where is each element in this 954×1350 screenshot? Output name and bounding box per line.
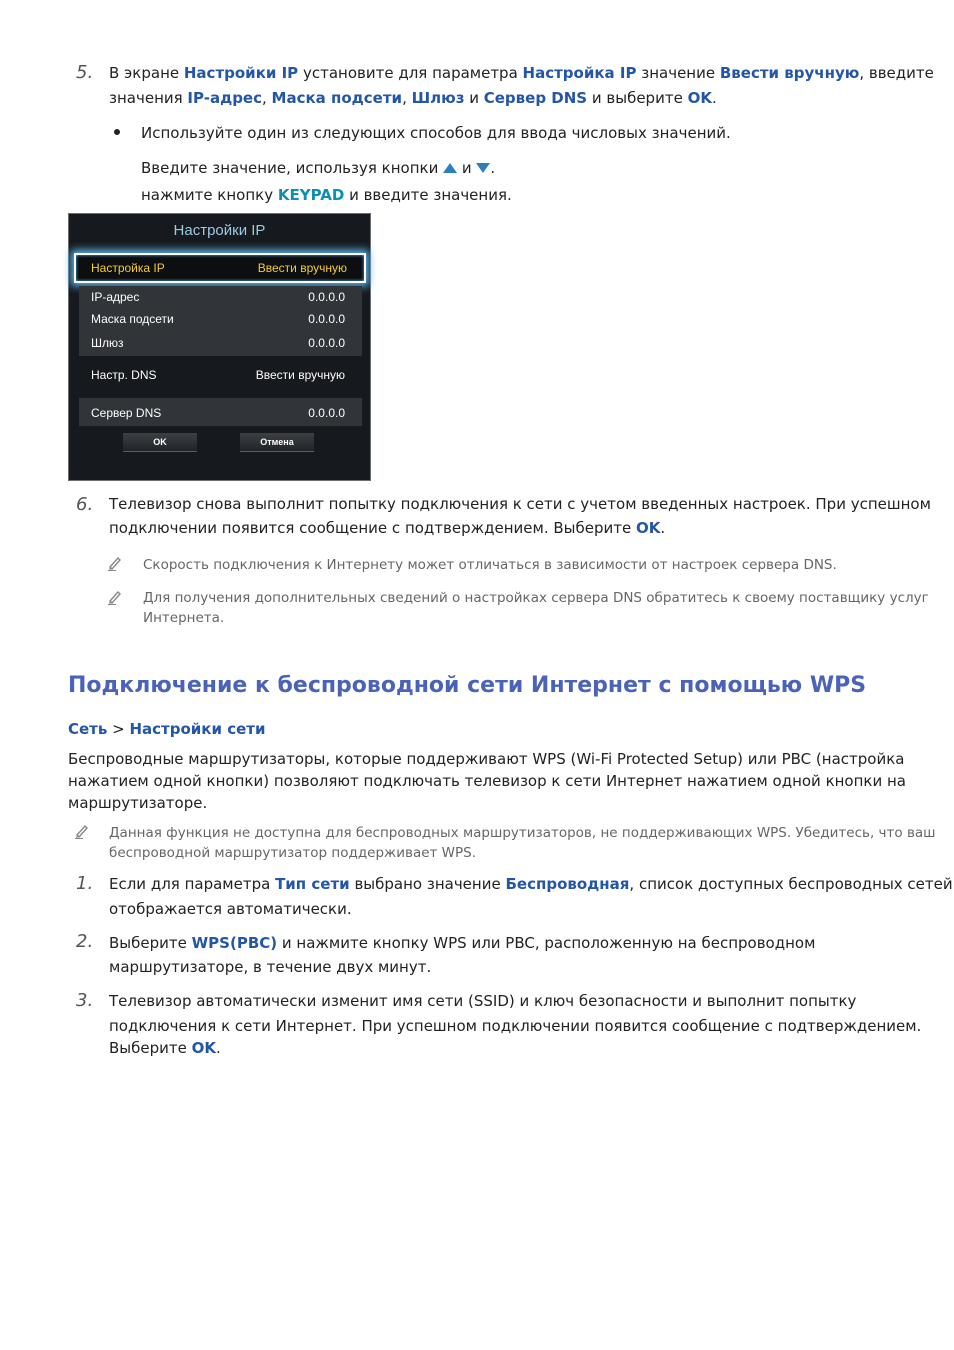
- step2-line2: маршрутизаторе, в течение двух минут.: [109, 958, 432, 976]
- tv-row-label: IP-адрес: [91, 290, 140, 304]
- text: и введите значения.: [344, 186, 512, 204]
- step3-line3: [109, 1036, 221, 1060]
- text: .: [216, 1039, 221, 1057]
- tv-row-label: Настройка IP: [91, 261, 165, 275]
- keyword: Ввести вручную: [719, 64, 860, 82]
- text: выбрано значение: [349, 875, 506, 893]
- step-number: 2.: [76, 931, 94, 952]
- text: Если для параметра: [109, 875, 276, 893]
- note-text: Скорость подключения к Интернету может отличаться в зависимости от настроек сервера DNS.: [143, 557, 837, 573]
- keyword: IP-адрес: [187, 89, 262, 107]
- step3-line1: Телевизор автоматически изменит имя сети (SSID) и ключ безопасности и выполнит попытку: [109, 992, 857, 1010]
- keyword: Маска подсети: [271, 89, 403, 107]
- note-pencil-icon: [74, 823, 90, 839]
- sub-line-keypad: [141, 183, 512, 207]
- tv-ip-settings-screen: [68, 213, 371, 481]
- tv-cancel-button[interactable]: Отмена: [240, 433, 314, 452]
- keyword: OK: [636, 519, 661, 537]
- text: В экране: [109, 64, 184, 82]
- tv-row-ip[interactable]: [81, 286, 361, 308]
- tv-ok-button[interactable]: OK: [123, 433, 197, 452]
- breadcrumb: [68, 718, 265, 740]
- step5-line2: [109, 86, 717, 110]
- text: и: [457, 159, 477, 177]
- arrow-down-icon: [476, 163, 490, 173]
- tv-row-value: 0.0.0.0: [308, 312, 345, 326]
- tv-row-value: Ввести вручную: [257, 261, 347, 275]
- text: ,: [402, 89, 412, 107]
- tv-row-dns-setting[interactable]: [81, 364, 361, 386]
- text: подключении появится сообщение с подтверждением. Выберите: [109, 519, 636, 537]
- text: Выберите: [109, 1039, 192, 1057]
- text: , введите: [859, 64, 934, 82]
- tv-row-dns-server[interactable]: [81, 402, 361, 424]
- step-number: 5.: [76, 62, 94, 83]
- breadcrumb-item[interactable]: Сеть: [68, 720, 108, 738]
- keyword: Настройки IP: [183, 64, 299, 82]
- step6-line2: [109, 516, 665, 540]
- text: и выберите: [587, 89, 688, 107]
- paragraph-line: нажатием одной кнопки) позволяют подключать телевизор к сети Интернет нажатием одной кнопки на: [68, 772, 906, 790]
- tv-row-label: Шлюз: [91, 336, 124, 350]
- note-text: Интернета.: [143, 610, 225, 626]
- keyword: Шлюз: [411, 89, 465, 107]
- tv-row-value: Ввести вручную: [255, 368, 345, 382]
- tv-row-value: 0.0.0.0: [308, 290, 345, 304]
- bullet-text: Используйте один из следующих способов для ввода числовых значений.: [141, 124, 731, 142]
- step-number: 1.: [76, 873, 94, 894]
- text: , список доступных беспроводных сетей: [629, 875, 953, 893]
- text: Выберите: [109, 934, 192, 952]
- text: ,: [262, 89, 272, 107]
- step-number: 6.: [76, 494, 94, 515]
- keyword: WPS(PBC): [191, 934, 278, 952]
- note-pencil-icon: [107, 589, 123, 605]
- step-number: 3.: [76, 990, 94, 1011]
- section-heading: Подключение к беспроводной сети Интернет с помощью WPS: [68, 673, 867, 698]
- paragraph-line: Беспроводные маршрутизаторы, которые поддерживают WPS (Wi-Fi Protected Setup) или PBC (настройка: [68, 750, 905, 768]
- keyword: Сервер DNS: [483, 89, 588, 107]
- breadcrumb-separator: >: [107, 720, 130, 738]
- arrow-up-icon: [443, 163, 457, 173]
- keyword: Тип сети: [275, 875, 350, 893]
- sub-line-arrows: [141, 156, 495, 180]
- keyword: OK: [687, 89, 712, 107]
- note-text: беспроводной маршрутизатор поддерживает WPS.: [109, 845, 477, 861]
- text: Введите значение, используя кнопки: [141, 159, 444, 177]
- tv-row-gateway[interactable]: [81, 332, 361, 354]
- keyword: Настройка IP: [522, 64, 637, 82]
- step3-line2: подключения к сети Интернет. При успешном подключении появится сообщение с подтверждением.: [109, 1017, 922, 1035]
- step2-line1: [109, 931, 815, 955]
- text: и нажмите кнопку WPS или PBC, расположенную на беспроводном: [277, 934, 816, 952]
- note-pencil-icon: [107, 555, 123, 571]
- text: и: [464, 89, 484, 107]
- keypad-keyword: KEYPAD: [277, 186, 345, 204]
- paragraph-line: маршрутизаторе.: [68, 794, 208, 812]
- text: .: [711, 89, 717, 107]
- tv-row-label: Маска подсети: [91, 312, 174, 326]
- keyword: OK: [191, 1039, 216, 1057]
- text: значения: [109, 89, 188, 107]
- step5-line1: [109, 61, 934, 85]
- tv-screen-title: Настройки IP: [173, 222, 266, 239]
- breadcrumb-item[interactable]: Настройки сети: [129, 720, 266, 738]
- step1-line1: [109, 872, 953, 896]
- text: .: [660, 519, 666, 537]
- tv-row-value: 0.0.0.0: [308, 336, 345, 350]
- tv-selected-row[interactable]: [74, 253, 366, 283]
- bullet-dot: [114, 129, 120, 135]
- tv-row-label: Сервер DNS: [91, 406, 162, 420]
- tv-row-mask[interactable]: [81, 308, 361, 330]
- note-text: Данная функция не доступна для беспроводных маршрутизаторов, не поддерживающих WPS. Убедитесь, что ваш: [109, 825, 936, 841]
- step6-line1: Телевизор снова выполнит попытку подключения к сети с учетом введенных настроек. При успешном: [109, 495, 931, 513]
- tv-row-label: Настр. DNS: [91, 368, 157, 382]
- text: .: [490, 159, 496, 177]
- text: установите для параметра: [298, 64, 523, 82]
- note-text: Для получения дополнительных сведений о настройках сервера DNS обратитесь к своему поставщику услуг: [143, 590, 929, 606]
- text: значение: [636, 64, 720, 82]
- keyword: Беспроводная: [505, 875, 630, 893]
- tv-row-value: 0.0.0.0: [308, 406, 345, 420]
- text: нажмите кнопку: [141, 186, 278, 204]
- step1-line2: отображается автоматически.: [109, 900, 352, 918]
